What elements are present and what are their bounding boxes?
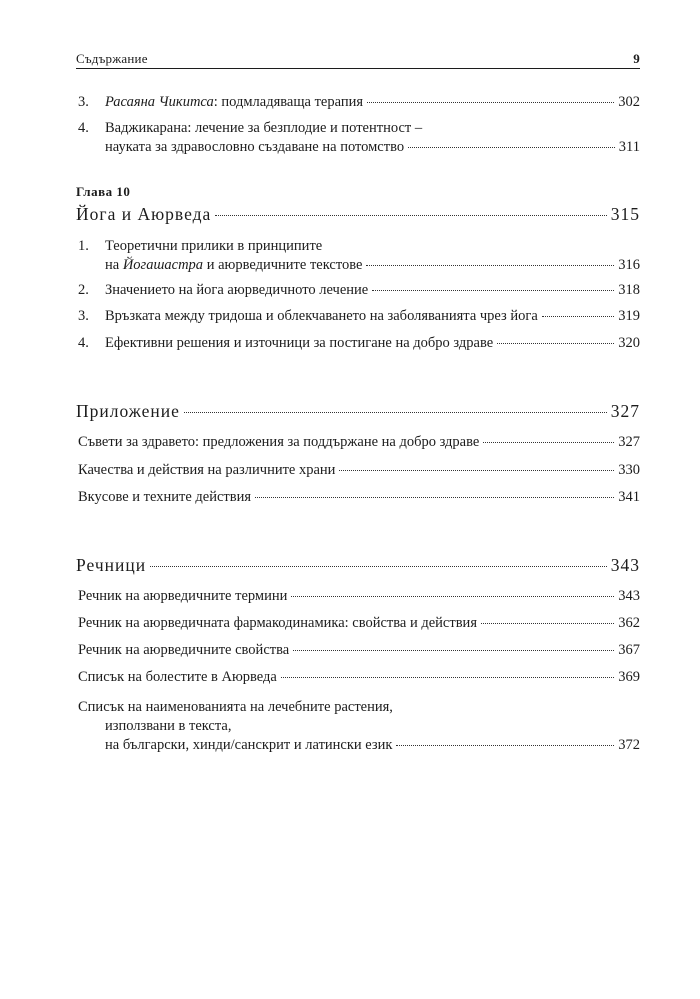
dot-leader [367, 102, 614, 103]
entry-title-line1: Ваджикарана: лечение за безплодие и потентност – [105, 120, 423, 136]
entry-title: Ефективни решения и източници за постигане на добро здраве [105, 335, 494, 351]
entry-number: 1. [78, 238, 89, 254]
dot-leader [339, 470, 614, 471]
entry-title [105, 93, 363, 111]
entry-title-line2: науката за здравословно създаване на потомство [105, 139, 405, 155]
entry-title-rest: : подмладяваща терапия [213, 94, 364, 110]
entry-title: Речник на аюрведичните термини [78, 588, 288, 604]
entry-title: Съвети за здравето: предложения за поддържане на добро здраве [78, 434, 480, 450]
entry-number: 4. [78, 335, 89, 351]
entry-title-line1: Теоретични прилики в принципите [105, 238, 323, 254]
entry-title: Речник на аюрведичната фармакодинамика: свойства и действия [78, 615, 477, 631]
dot-leader [408, 147, 615, 148]
entry-title: Връзката между тридоша и облекчаването на заболяванията чрез йога [105, 308, 538, 324]
entry-page: 320 [618, 335, 640, 351]
dot-leader [366, 265, 614, 266]
entry-title-line3: на български, хинди/санскрит и латински език [105, 737, 393, 753]
chapter-page: 315 [610, 204, 640, 224]
entry-title-line2: използвани в текста, [105, 718, 232, 734]
dot-leader [396, 745, 614, 746]
dot-leader [291, 596, 614, 597]
entry-number: 4. [78, 120, 89, 136]
entry-number: 3. [78, 94, 89, 110]
entry-title-line2 [105, 256, 362, 274]
entry-title-post: и аюрведичните текстове [203, 257, 363, 273]
entry-page: 316 [618, 257, 640, 273]
dot-leader [542, 316, 614, 317]
entry-title: Значението на йога аюрведичното лечение [105, 282, 369, 298]
entry-title: Вкусове и техните действия [78, 489, 252, 505]
dot-leader [372, 290, 614, 291]
dot-leader [255, 497, 614, 498]
dot-leader [281, 677, 614, 678]
dot-leader [293, 650, 614, 651]
running-header [76, 52, 640, 66]
entry-page: 362 [618, 615, 640, 631]
entry-page: 327 [618, 434, 640, 450]
section-page: 343 [610, 555, 640, 575]
entry-title-pre: на [105, 257, 123, 273]
chapter-label: Глава 10 [76, 184, 131, 199]
entry-page: 372 [618, 737, 640, 753]
section-title: Приложение [76, 401, 180, 421]
dot-leader [150, 566, 607, 567]
entry-title: Качества и действия на различните храни [78, 462, 336, 478]
dot-leader [497, 343, 614, 344]
entry-title: Речник на аюрведичните свойства [78, 642, 290, 658]
entry-number: 2. [78, 282, 89, 298]
dot-leader [481, 623, 614, 624]
entry-number: 3. [78, 308, 89, 324]
entry-page: 367 [618, 642, 640, 658]
section-page: 327 [610, 401, 640, 421]
page-number: 9 [633, 51, 640, 66]
entry-title: Списък на болестите в Аюрведа [78, 669, 277, 685]
entry-page: 330 [618, 462, 640, 478]
section-title: Речници [76, 555, 147, 575]
entry-title-italic: Йогашастра [122, 257, 204, 273]
chapter-title: Йога и Аюрведа [76, 204, 212, 224]
entry-page: 343 [618, 588, 640, 604]
dot-leader [483, 442, 614, 443]
entry-title-italic: Расаяна Чикитса [105, 94, 214, 110]
entry-page: 302 [618, 94, 640, 110]
header-rule [76, 68, 640, 69]
entry-page: 369 [618, 669, 640, 685]
entry-page: 341 [618, 489, 640, 505]
entry-page: 311 [618, 139, 640, 155]
dot-leader [215, 215, 606, 216]
entry-page: 318 [618, 282, 640, 298]
entry-title-line1: Списък на наименованията на лечебните растения, [78, 699, 393, 715]
running-header-title: Съдържание [76, 51, 148, 66]
dot-leader [184, 412, 607, 413]
entry-page: 319 [618, 308, 640, 324]
